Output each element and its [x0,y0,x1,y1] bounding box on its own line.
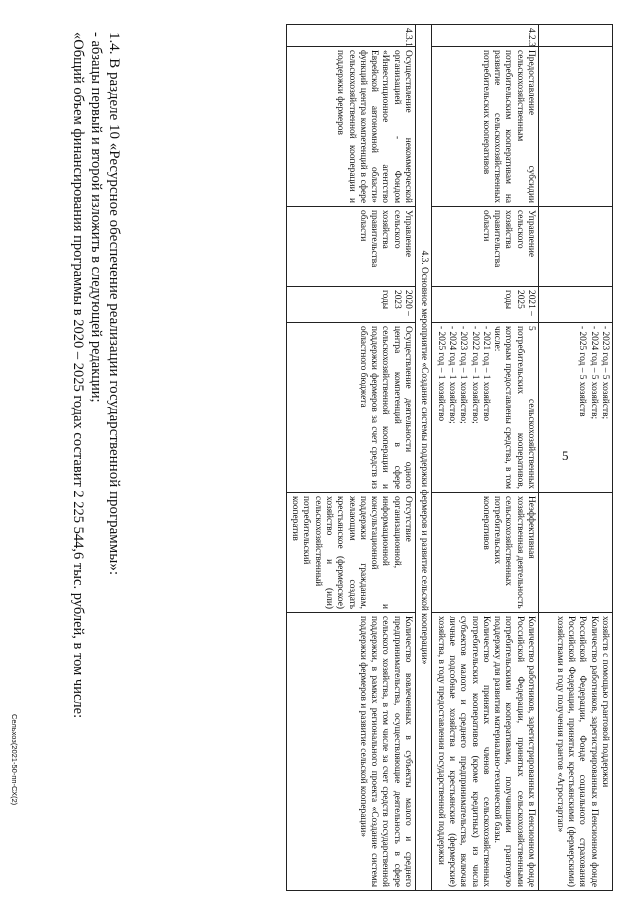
list-item: - 2024 год – 1 хозяйство; [446,326,457,424]
term-cell: 2021 – 2025 годы [432,287,539,323]
indicator-text: Количество принятых членов сельскохозяйственных потребительских кооперативов (кроме кредитных) из числа субъектов малого и среднего предпринимательства, включая личные подсобные хозяйства и крестьянские (фермерские) хозяйства, в году предоставления государственной поддержки [435,616,491,887]
section-heading-row [416,25,432,891]
list-item: - 2022 год – 1 хозяйство; [469,326,480,424]
indicator-text: Количество работников, зарегистрированных в Пенсионном фонде Российской Федерации, Фонде социального страхования Российской Федерации, принятых крестьянскими (фермерскими) хозяйствами в году получения грантов «Агростартап» [554,616,599,887]
list-item: - 2023 год – 1 хозяйство; [458,326,469,424]
problem-cell: Отсутствие организационной, информационной и консультационной поддержки гражданам, желающим создать крестьянское (фермерское) хозяйство и (или) сельскохозяйственный потребительский кооператив [286,493,415,613]
indicator-cell [539,613,613,891]
table-cell [539,493,613,613]
executor-cell: Управление сельского хозяйства правительства области [286,207,415,287]
table-row [286,25,415,891]
executor-cell: Управление сельского хозяйства правительства области [432,207,539,287]
indicator-cell [432,613,539,891]
table-cell [539,25,613,47]
activity-cell: Предоставление субсидии сельскохозяйственным потребительским кооперативам на развитие сельскохозяйственных потребительских кооперативов [432,47,539,207]
page-number: 5 [562,448,569,463]
result-cell [432,323,539,493]
rotated-page-content [11,14,631,894]
indicator-text: хозяйств с помощью грантовой поддержки [600,616,610,788]
table-cell [539,47,613,207]
problem-cell: Неэффективная хозяйственная деятельность сельскохозяйственных потребительских кооперативов [432,493,539,613]
table-row [432,25,539,891]
row-number: 4.3.1 [286,25,415,47]
indicator-text: Количество работников, зарегистрированных в Пенсионном фонде Российской Федерации, принятых сельскохозяйственными потребительскими кооперативами, получившими грантовую поддержку для развития материально-технической базы. [492,616,536,887]
document-code: Сельхоз(2021-50-пп-СХ(2) [10,714,19,806]
table-cell [539,287,613,323]
section-heading: 4.3. Основное мероприятие «Создание системы поддержки фермеров и развитие сельской кооперации» [416,25,432,891]
amendment-text [69,32,123,882]
list-item: - 2024 год – 5 хозяйств; [588,326,599,420]
table-cell [539,207,613,287]
list-item: - 2025 год – 5 хозяйств [577,326,588,417]
result-cell: Осуществление деятельности одного центра компетенций в сфере сельскохозяйственной кооперации и поддержки фермеров за счет средств из областного бюджета [286,323,415,493]
list-item: - 2025 год – 1 хозяйство [435,326,446,422]
result-text: 5 сельскохозяйственных потребительских кооперативов, которым предоставлены средства, в том числе: [492,326,536,489]
term-cell: 2020 – 2023 годы [286,287,415,323]
paragraph: «Общий объем финансирования программы в 2020 – 2025 годах составит 2 225 544,6 тыс. рублей, в том числе: [70,32,86,719]
row-number: 4.2.3 [432,25,539,47]
paragraph: - абзацы первый и второй изложить в следующей редакции; [88,32,104,403]
list-item: - 2021 год – 1 хозяйство [480,326,491,422]
list-item: - 2023 год – 5 хозяйств; [600,326,610,420]
paragraph: 1.4. В разделе 10 «Ресурсное обеспечение реализации государственной программы»: [106,32,122,576]
result-cell [539,323,613,493]
indicator-cell: Количество вовлеченных в субъекты малого и среднего предпринимательства, осуществляющие деятельность в сфере сельского хозяйства, в том числе за счет средств государственной поддержки, в рамках регионального проекта «Создание системы поддержки фермеров и развитие сельской кооперации» [286,613,415,891]
program-activities-table [286,24,613,891]
table-row [539,25,613,891]
activity-cell: Осуществление некоммерческой организацией - Фондом «Инвестиционное агентство Еврейской автономной области» функций центра компетенций в сфере сельскохозяйственной кооперации и поддержки фермеров [286,47,415,207]
